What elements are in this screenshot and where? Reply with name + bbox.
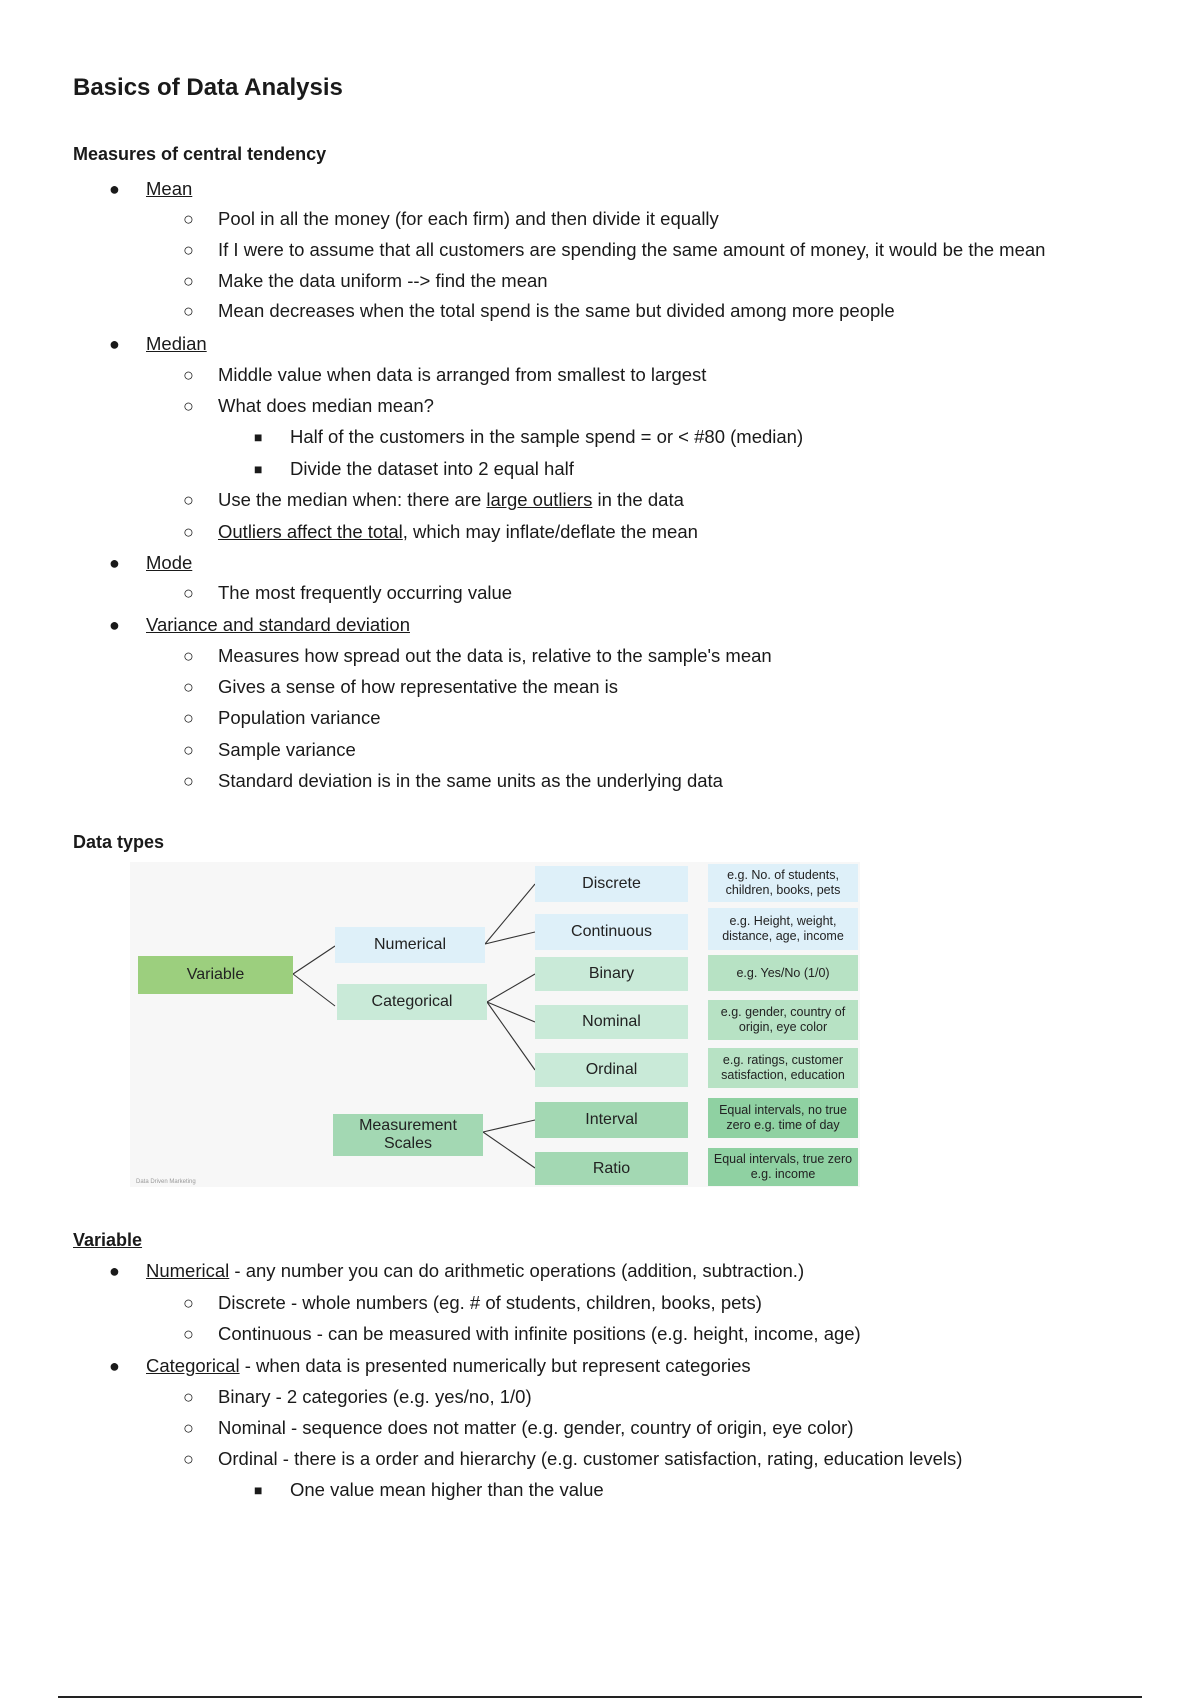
hollow-circle-icon: ○ (183, 209, 194, 229)
list-item: Ordinal - there is a order and hierarchy (e.g. customer satisfaction, rating, education levels) (218, 1448, 963, 1469)
list-item: Population variance (218, 707, 381, 728)
hollow-circle-icon: ○ (183, 1324, 194, 1344)
list-item: Binary - 2 categories (e.g. yes/no, 1/0) (218, 1386, 532, 1407)
list-item: Gives a sense of how representative the mean is (218, 676, 619, 697)
example-binary: e.g. Yes/No (1/0) (708, 955, 858, 991)
hollow-circle-icon: ○ (183, 490, 194, 510)
list-item: Measures how spread out the data is, relative to the sample's mean (218, 645, 772, 666)
categorical-term: Categorical (146, 1355, 240, 1376)
numerical-node: Numerical (335, 927, 485, 963)
variance-label: Variance and standard deviation (146, 614, 410, 635)
ordinal-node: Ordinal (535, 1053, 688, 1087)
list-item: What does median mean? (218, 395, 434, 416)
bullet-dot-icon: ● (109, 1356, 120, 1376)
bullet-dot-icon: ● (109, 553, 120, 573)
diagram-watermark: Data Driven Marketing (136, 1179, 196, 1185)
data-types-heading: Data types (73, 832, 165, 852)
example-interval: Equal intervals, no true zero e.g. time of day (708, 1098, 858, 1138)
list-item: The most frequently occurring value (218, 582, 513, 603)
list-item: Divide the dataset into 2 equal half (290, 458, 574, 479)
page-title: Basics of Data Analysis (73, 74, 343, 101)
ratio-node: Ratio (535, 1152, 688, 1185)
list-item (146, 1353, 751, 1379)
hollow-circle-icon: ○ (183, 1387, 194, 1407)
measurement-scales-node: Measurement Scales (333, 1114, 483, 1156)
central-tendency-heading: Measures of central tendency (73, 144, 327, 164)
bullet-dot-icon: ● (109, 1261, 120, 1281)
bullet-dot-icon: ● (109, 179, 120, 199)
numerical-term: Numerical (146, 1260, 230, 1281)
list-item: Make the data uniform --> find the mean (218, 270, 548, 291)
text-segment: in the data (592, 489, 684, 510)
bullet-dot-icon: ● (109, 615, 120, 635)
list-item (218, 487, 684, 513)
example-ordinal: e.g. ratings, customer satisfaction, education (708, 1048, 858, 1088)
variable-node: Variable (138, 956, 293, 994)
hollow-circle-icon: ○ (183, 583, 194, 603)
variable-heading: Variable (73, 1230, 143, 1250)
list-item: Continuous - can be measured with infinite positions (e.g. height, income, age) (218, 1323, 861, 1344)
text-segment: - any number you can do arithmetic operations (addition, subtraction.) (229, 1260, 805, 1281)
list-item: Standard deviation is in the same units as the underlying data (218, 770, 723, 791)
list-item: Sample variance (218, 739, 356, 760)
hollow-circle-icon: ○ (183, 771, 194, 791)
bullet-dot-icon: ● (109, 334, 120, 354)
example-discrete: e.g. No. of students, children, books, pets (708, 864, 858, 902)
hollow-circle-icon: ○ (183, 365, 194, 385)
list-item (218, 519, 698, 545)
hollow-circle-icon: ○ (183, 1418, 194, 1438)
hollow-circle-icon: ○ (183, 396, 194, 416)
median-label: Median (146, 333, 207, 354)
text-segment: - when data is presented numerically but represent categories (239, 1355, 751, 1376)
discrete-node: Discrete (535, 866, 688, 902)
hollow-circle-icon: ○ (183, 1449, 194, 1469)
mode-label: Mode (146, 552, 193, 573)
mean-label: Mean (146, 178, 193, 199)
nominal-node: Nominal (535, 1005, 688, 1039)
list-item: Pool in all the money (for each firm) and then divide it equally (218, 208, 719, 229)
square-bullet-icon: ■ (254, 429, 263, 445)
list-item: Mean decreases when the total spend is the same but divided among more people (218, 300, 895, 321)
list-item: Discrete - whole numbers (eg. # of students, children, books, pets) (218, 1292, 762, 1313)
text-segment: Use the median when: there are (218, 489, 487, 510)
hollow-circle-icon: ○ (183, 708, 194, 728)
hollow-circle-icon: ○ (183, 740, 194, 760)
list-item: One value mean higher than the value (290, 1479, 604, 1500)
page-bottom-rule (58, 1696, 1142, 1698)
list-item: If I were to assume that all customers are spending the same amount of money, it would be the mean (218, 239, 1046, 260)
example-continuous: e.g. Height, weight, distance, age, income (708, 908, 858, 950)
binary-node: Binary (535, 957, 688, 991)
continuous-node: Continuous (535, 914, 688, 950)
underlined-text: large outliers (486, 489, 593, 510)
square-bullet-icon: ■ (254, 461, 263, 477)
hollow-circle-icon: ○ (183, 677, 194, 697)
hollow-circle-icon: ○ (183, 271, 194, 291)
data-types-diagram (130, 862, 860, 1187)
example-nominal: e.g. gender, country of origin, eye color (708, 1000, 858, 1040)
hollow-circle-icon: ○ (183, 301, 194, 321)
interval-node: Interval (535, 1102, 688, 1138)
list-item: Middle value when data is arranged from smallest to largest (218, 364, 707, 385)
text-segment: , which may inflate/deflate the mean (402, 521, 698, 542)
hollow-circle-icon: ○ (183, 1293, 194, 1313)
categorical-node: Categorical (337, 984, 487, 1020)
list-item: Nominal - sequence does not matter (e.g. gender, country of origin, eye color) (218, 1417, 854, 1438)
list-item: Half of the customers in the sample spend = or < #80 (median) (290, 426, 804, 447)
hollow-circle-icon: ○ (183, 240, 194, 260)
underlined-text: Outliers affect the total (218, 521, 403, 542)
square-bullet-icon: ■ (254, 1482, 263, 1498)
hollow-circle-icon: ○ (183, 646, 194, 666)
list-item (146, 1258, 804, 1284)
hollow-circle-icon: ○ (183, 522, 194, 542)
example-ratio: Equal intervals, true zero e.g. income (708, 1148, 858, 1186)
